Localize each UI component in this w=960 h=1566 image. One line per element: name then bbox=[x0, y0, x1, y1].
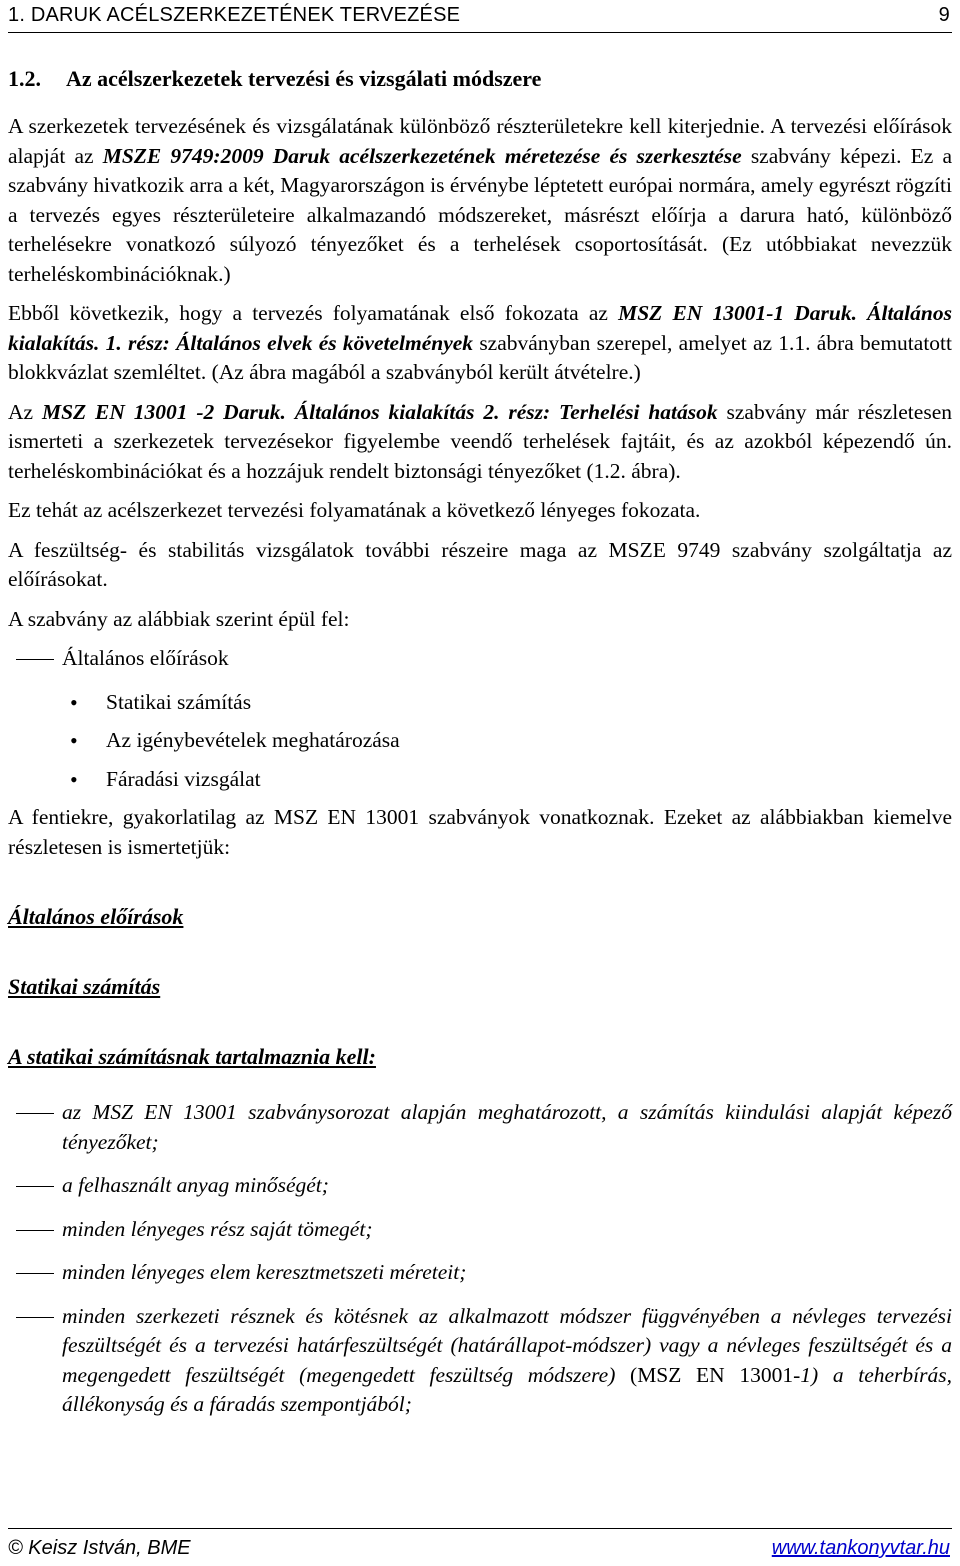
list-item bbox=[8, 1302, 952, 1420]
standard-title-13001-1: MSZ EN 13001-1 Daruk. Általános kialakítás. 1. rész: Általános elvek és követelmények bbox=[8, 301, 952, 355]
requirements-list bbox=[8, 1098, 952, 1420]
text-run: szabvány képezi. Ez a szabvány hivatkozik arra a két, Magyarországon is érvénybe léptetett európai normára, amely egyrészt rögzíti a tervezés egyes részterületeire alkalmazandó módszereket, másrészt előírja a darura ható, különböző terhelésekre vonatkozó súlyozó tényezőket és a terhelések csoportosítását. (Ez utóbbiakat nevezzük terheléskombinációknak.) bbox=[8, 143, 952, 286]
paragraph-first-stage bbox=[8, 299, 952, 388]
heading-static-contents: A statikai számításnak tartalmaznia kell: bbox=[8, 1044, 376, 1069]
text-run: Az bbox=[8, 399, 42, 424]
paragraph-13001: A fentiekre, gyakorlatilag az MSZ EN 13001 szabványok vonatkoznak. Ezeket az alábbiakban kiemelve részletesen is ismertetjük: bbox=[8, 805, 952, 859]
website-link[interactable]: www.tankonyvtar.hu bbox=[771, 1537, 950, 1559]
paragraph-loads bbox=[8, 398, 952, 487]
list-item-general: Általános előírások bbox=[8, 644, 952, 674]
text-run: (MSZ EN 13001- bbox=[630, 1362, 801, 1387]
page-footer bbox=[8, 1528, 952, 1563]
section-heading bbox=[8, 66, 952, 92]
standard-title-13001-2: MSZ EN 13001 -2 Daruk. Általános kialakítás 2. rész: Terhelési hatások bbox=[41, 399, 718, 424]
section-number: 1.2. bbox=[8, 66, 41, 91]
bullet-item: • Statikai számítás bbox=[8, 688, 952, 718]
paragraph-structure: A szabvány az alábbiak szerint épül fel: bbox=[8, 606, 350, 631]
author-credit: © Keisz István, BME bbox=[8, 1537, 191, 1559]
bullet-list bbox=[8, 688, 952, 795]
text-run: szabvány már részletesen ismerteti a szerkezetek tervezésekor figyelembe veendő terhelések fajtáit, és az azokból képezendő ún. terheléskombinációkat és a hozzájuk rendelt biztonsági tényezőket (1.2. ábra). bbox=[8, 399, 952, 483]
list-item: minden lényeges rész saját tömegét; bbox=[8, 1215, 952, 1245]
paragraph-intro bbox=[8, 112, 952, 289]
text-run: 1) a teherbírás, állékonyság és a fáradás szempontjából; bbox=[62, 1362, 953, 1416]
text-run: szabványban szerepel, amelyet az 1.1. ábra bemutatott blokkvázlat szemléltet. (Az ábra magából a szabványból került átvételre.) bbox=[8, 330, 952, 384]
page-content bbox=[8, 66, 952, 1434]
paragraph-next-stage: Ez tehát az acélszerkezet tervezési folyamatának a következő lényeges fokozata. bbox=[8, 498, 701, 522]
paragraph-stability: A feszültség- és stabilitás vizsgálatok további részeire maga az MSZE 9749 szabvány szolgáltatja az előírásokat. bbox=[8, 537, 952, 591]
bullet-item: • Az igénybevételek meghatározása bbox=[8, 726, 952, 756]
bullet-item: • Fáradási vizsgálat bbox=[8, 765, 952, 795]
heading-static-calc: Statikai számítás bbox=[8, 974, 161, 999]
standard-title-msze: MSZE 9749:2009 Daruk acélszerkezetének méretezése és szerkesztése bbox=[102, 143, 742, 168]
text-run: Ebből következik, hogy a tervezés folyamatának első fokozata az bbox=[8, 301, 619, 325]
running-title: 1. DARUK ACÉLSZERKEZETÉNEK TERVEZÉSE bbox=[8, 4, 461, 26]
list-item: minden lényeges elem keresztmetszeti méreteit; bbox=[8, 1258, 952, 1288]
page-number: 9 bbox=[938, 4, 950, 26]
heading-general-rules: Általános előírások bbox=[8, 904, 184, 929]
text-run: A szerkezetek tervezésének és vizsgálatának különböző részterületekre kell kiterjednie. A tervezési előírások alapját az bbox=[8, 114, 952, 168]
list-item: a felhasznált anyag minőségét; bbox=[8, 1171, 952, 1201]
section-title: Az acélszerkezetek tervezési és vizsgálati módszere bbox=[66, 66, 542, 91]
page-header bbox=[8, 2, 952, 33]
list-item: az MSZ EN 13001 szabványsorozat alapján meghatározott, a számítás kiindulási alapját képező tényezőket; bbox=[8, 1098, 952, 1157]
text-run: minden szerkezeti résznek és kötésnek az alkalmazott módszer függvényében a névleges tervezési feszültségét és a tervezési határfeszültségét (határállapot-módszer) vagy a névleges feszültségét és a megengedett feszültségét (megengedett feszültség módszere) bbox=[62, 1303, 952, 1387]
